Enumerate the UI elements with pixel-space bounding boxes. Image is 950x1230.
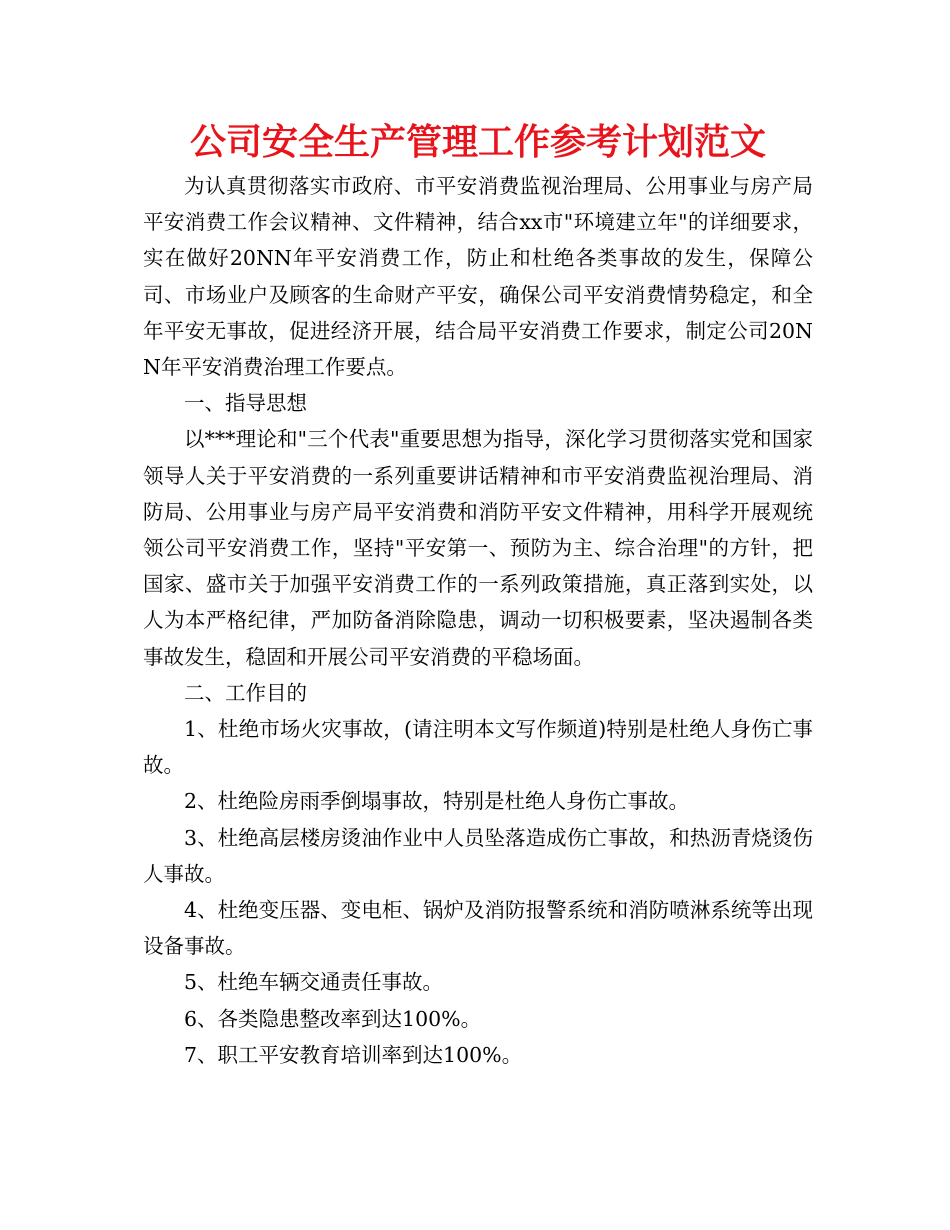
paragraph-intro: 为认真贯彻落实市政府、市平安消费监视治理局、公用事业与房产局平安消费工作会议精神、文件精神，结合xx市"环境建立年"的详细要求，实在做好20NN年平安消费工作，防止和杜绝各类事故的发生，保障公司、市场业户及顾客的生命财产平安，确保公司平安消费情势稳定，和全年平安无事故，促进经济开展，结合局平安消费工作要求，制定公司20NN年平安消费治理工作要点。 xyxy=(143,174,813,380)
goal-item-7: 7、职工平安教育培训率到达100%。 xyxy=(184,1042,523,1067)
section-heading-work-goals: 二、工作目的 xyxy=(184,680,307,705)
goal-item-4: 4、杜绝变压器、变电柜、锅炉及消防报警系统和消防喷淋系统等出现设备事故。 xyxy=(143,898,813,959)
paragraph-guiding-thought: 以***理论和"三个代表"重要思想为指导，深化学习贯彻落实党和国家领导人关于平安消费的一系列重要讲话精神和市平安消费监视治理局、消防局、公用事业与房产局平安消费和消防平安文件精神，用科学开展观统领公司平安消费工作，坚持"平安第一、预防为主、综合治理"的方针，把国家、盛市关于加强平安消费工作的一系列政策措施，真正落到实处，以人为本严格纪律，严加防备消除隐患，调动一切积极要素，坚决遏制各类事故发生，稳固和开展公司平安消费的平稳场面。 xyxy=(143,427,813,669)
document-page xyxy=(143,118,813,1073)
goal-item-5: 5、杜绝车辆交通责任事故。 xyxy=(184,970,444,995)
goal-item-6: 6、各类隐患整改率到达100%。 xyxy=(184,1006,482,1031)
goal-item-2: 2、杜绝险房雨季倒塌事故，特别是杜绝人身伤亡事故。 xyxy=(184,789,690,814)
section-heading-guiding-thought: 一、指导思想 xyxy=(184,391,307,416)
goal-item-3: 3、杜绝高层楼房烫油作业中人员坠落造成伤亡事故，和热沥青烧烫伤人事故。 xyxy=(143,825,813,886)
document-title: 公司安全生产管理工作参考计划范文 xyxy=(189,122,766,163)
document-body xyxy=(143,168,813,1073)
goal-item-1: 1、杜绝市场火灾事故，(请注明本文写作频道)特别是杜绝人身伤亡事故。 xyxy=(143,717,813,778)
